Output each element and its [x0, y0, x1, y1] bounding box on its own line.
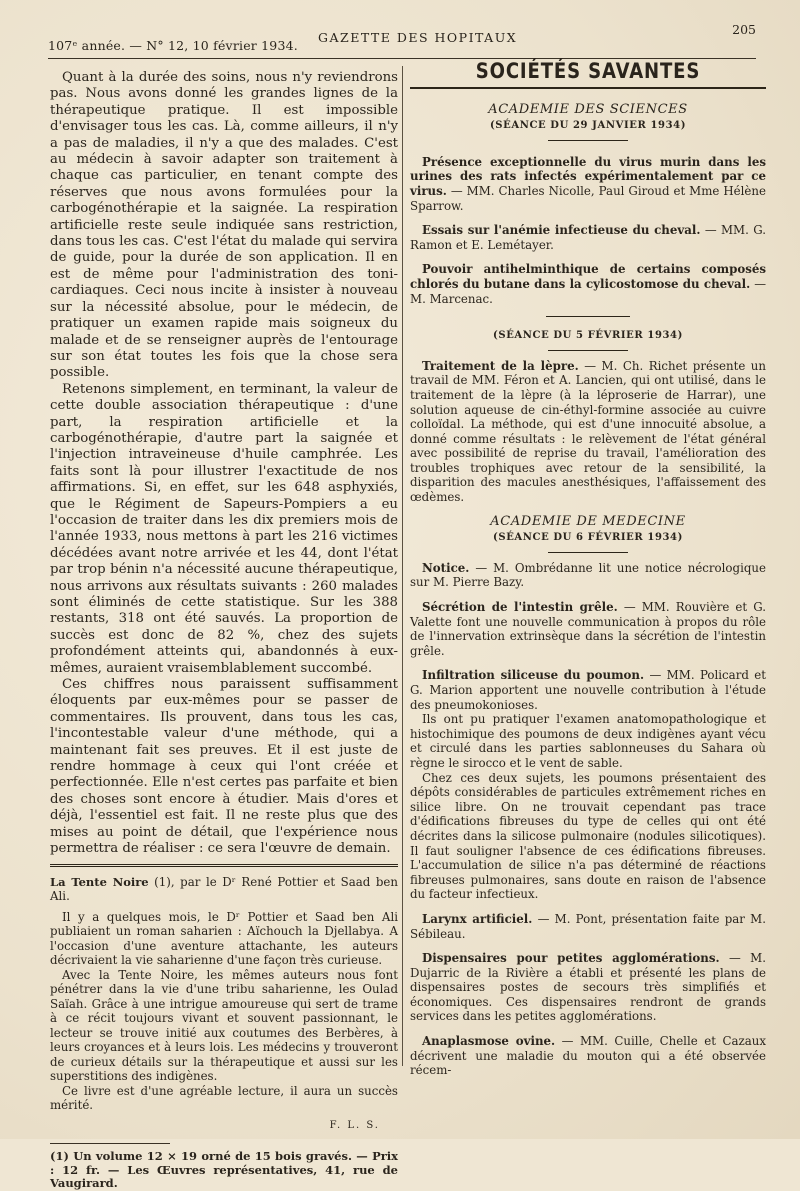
short-rule — [548, 350, 628, 351]
book-review — [50, 875, 398, 1134]
entry-title: Larynx artificiel. — [422, 911, 533, 926]
entry-title: Anaplasmose ovine. — [422, 1034, 556, 1049]
entry-authors: — MM. G. Ramon et E. Lemétayer. — [410, 223, 766, 252]
left-column — [50, 70, 398, 1191]
entry-text: — MM. Policard et G. Marion apportent une nouvelle contribution à l'étude des pneumokonioses. — [410, 668, 766, 712]
review-paragraph: Ce livre est d'une agréable lecture, il aura un succès mérité. — [50, 1083, 398, 1112]
footnote: (1) Un volume 12 × 19 orné de 15 bois gravés. — Prix : 12 fr. — Les Œuvres représentatives, 41, rue de Vaugirard. — [50, 1149, 398, 1190]
academy-sciences-heading: ACADEMIE DES SCIENCES — [488, 101, 688, 117]
entry-authors: — M. Marcenac. — [410, 276, 766, 306]
entry-paragraph: Ils ont pu pratiquer l'examen anatomopathologique et histochimique des poumons de deux indigènes ayant vécu et circulé dans les parties sablonneuses du Sahara où règne le sirocco et le vent de sable. — [410, 712, 766, 770]
entry-title: Essais sur l'anémie infectieuse du cheval. — [422, 223, 701, 238]
session-rule — [546, 316, 630, 317]
entry-title: Infiltration siliceuse du poumon. — [422, 668, 645, 683]
page-header — [48, 22, 756, 52]
session-entry — [410, 600, 766, 658]
session-date: (SÉANCE DU 29 JANVIER 1934) — [489, 120, 687, 132]
session-entry — [410, 262, 766, 306]
title-rule — [410, 87, 766, 89]
entry-text: — M. Ch. Richet présente un travail de MM. Féron et A. Lancien, qui ont utilisé, dans le traitement de la lèpre (à la léproserie de Harrar), une solution aqueuse de cin-éthyl-formine associée au cuivre colloïdal. La méthode, qui est d'une innocuité absolue, a donné comme résultats : le relèvement de l'état général avec possibilité de reprise du travail, l'amélioration des troubles trophiques avec retour de la sensibilité, la disparition des macules anesthésiques, l'affaissement des œdèmes. — [410, 358, 766, 505]
section-title: SOCIÉTÉS SAVANTES — [475, 59, 701, 83]
review-heading — [50, 875, 398, 904]
column-divider — [402, 66, 403, 1066]
entry-text: — M. Dujarric de la Rivière a établi et présenté les plans de dispensaires postes de secours très simplifiés et économiques. Ces dispensaires rendront de grands services dans les petites agglomérations. — [410, 951, 766, 1024]
session-entry — [410, 359, 766, 505]
session-entry — [410, 951, 766, 1024]
short-rule — [548, 140, 628, 141]
entry-authors: — MM. Charles Nicolle, Paul Giroud et Mme Hélène Sparrow. — [410, 183, 766, 213]
review-paragraph: Avec la Tente Noire, les mêmes auteurs nous font pénétrer dans la vie d'une tribu saharienne, les Oulad Saïah. Grâce à une intrigue amoureuse qui sert de trame à ce récit toujours vivant et souvent passionnant, le lecteur se trouve initié aux coutumes des Berbères, à leurs croyances et à leurs lois. Les médecins y trouveront de curieux détails sur la thérapeutique et aussi sur les superstitions des indigènes. — [50, 967, 398, 1083]
article-paragraph: Quant à la durée des soins, nous n'y reviendrons pas. Nous avons donné les grandes lignes de la thérapeutique pratique. Il est impossible d'envisager tous les cas. Là, comme ailleurs, il n'y a pas de maladies, il n'y a que des malades. C'est au médecin à savoir adapter son traitement à chaque cas particulier, en tenant compte des réserves que nous avons formulées pour la carbogénothérapie et la saignée. La respiration artificielle reste seule indiquée sans restriction, dans tous les cas. C'est l'état du malade qui servira de guide, pour la durée de son application. Il en est de même pour l'administration des toni-cardiaques. Ceci nous incite à insister à nouveau sur la nécessité absolue, pour le médecin, de pratiquer un examen rapide mais soigneux du malade et de se renseigner auprès de l'entourage sur son état toutes les fois que la chose sera possible. — [50, 70, 398, 381]
book-title: La Tente Noire — [50, 874, 149, 889]
issue-info: 107ᵉ année. — N° 12, 10 février 1934. — [48, 38, 298, 53]
entry-text: — MM. Cuille, Chelle et Cazaux décrivent une maladie du mouton qui a été observée récem- — [410, 1034, 767, 1078]
article-paragraph: Ces chiffres nous paraissent suffisamment éloquents par eux-mêmes pour se passer de commentaires. Ils prouvent, dans tous les cas, l'incontestable valeur d'une méthode, qui a maintenant fait ses preuves. Et il est juste de rendre hommage à ceux qui l'ont créée et perfectionnée. Elle n'est certes pas parfaite et bien des choses sont encore à étudier. Mais d'ores et déjà, l'essentiel est fait. Il ne reste plus que des mises au point de détail, que l'expérience nous permettra de réaliser : ce sera l'œuvre de demain. — [50, 677, 398, 857]
entry-title: Traitement de la lèpre. — [422, 358, 579, 373]
entry-paragraph: Chez ces deux sujets, les poumons présentaient des dépôts considérables de particules extrêmement riches en silice libre. On ne trouvait cependant pas trace d'édifications fibreuses du type de celles qui ont été décrites dans la silicose pulmonaire (nodules silicotiques). Il faut souligner l'absence de ces édifications fibreuses. L'accumulation de silice n'a pas déterminé de réactions fibreuses pulmonaires, sans doute en raison de l'absence du facteur infectieux. — [410, 770, 766, 902]
entry-title: Notice. — [422, 560, 470, 575]
review-signature: F. L. S. — [329, 1119, 380, 1131]
entry-text: — M. Ombrédanne lit une notice nécrologique sur M. Pierre Bazy. — [410, 560, 766, 590]
session-entry — [410, 223, 766, 252]
entry-title: Pouvoir antihelminthique de certains composés chlorés du butane dans la cylicostomose du cheval. — [410, 262, 766, 291]
article-paragraph: Retenons simplement, en terminant, la valeur de cette double association thérapeutique : d'une part, la respiration artificielle et la carbogénothérapie, d'autre part la saignée et l'injection intraveineuse d'huile camphrée. Les faits sont là pour illustrer l'exactitude de nos affirmations. Si, en effet, sur les 648 asphyxiés, que le Régiment de Sapeurs-Pompiers a eu l'occasion de traiter dans les dix premiers mois de l'année 1933, nous mettons à part les 216 victimes décédées avant notre arrivée et les 44, dont l'état par trop bénin n'a nécessité aucune thérapeutique, nous arrivons aux résultats suivants : 260 malades sont éliminés de cette statistique. Sur les 388 restants, 318 ont été sauvés. La proportion de succès est donc de 82 %, chez des sujets profondément atteints qui, abandonnés à eux-mêmes, auraient vraisemblablement succombé. — [50, 381, 398, 676]
page-number: 205 — [732, 22, 756, 37]
session-entry — [410, 912, 766, 941]
session-entry — [410, 561, 766, 590]
section-separator — [50, 864, 398, 867]
journal-title: GAZETTE DES HOPITAUX — [318, 30, 518, 45]
entry-text: — M. Pont, présentation faite par M. Sébileau. — [410, 911, 766, 941]
book-credits: (1), par le Dʳ René Pottier et Saad ben Ali. — [50, 874, 398, 903]
right-column — [410, 59, 767, 1078]
session-entry — [410, 155, 766, 213]
session-entry — [410, 1034, 766, 1078]
entry-title: Dispensaires pour petites agglomérations. — [422, 951, 720, 966]
short-rule — [548, 552, 628, 553]
session-date: (SÉANCE DU 5 FÉVRIER 1934) — [493, 330, 683, 342]
footnote-rule — [50, 1143, 170, 1144]
review-paragraph: Il y a quelques mois, le Dʳ Pottier et Saad ben Ali publiaient un roman saharien : Aïchouch la Djellabya. A l'occasion d'une aventure attachante, les auteurs décrivaient la vie saharienne d'une façon très curieuse. — [50, 909, 398, 967]
session-date: (SÉANCE DU 6 FÉVRIER 1934) — [493, 532, 683, 544]
entry-text: — MM. Rouvière et G. Valette font une nouvelle communication à propos du rôle de l'innervation extrinsèque dans la sécrétion de l'intestin grêle. — [410, 600, 766, 658]
entry-title: Sécrétion de l'intestin grêle. — [422, 600, 618, 615]
academy-medicine-heading: ACADEMIE DE MEDECINE — [490, 513, 686, 529]
entry-title: Présence exceptionnelle du virus murin dans les urines des rats infectés expérimentalement par ce virus. — [410, 154, 766, 198]
session-entry — [410, 668, 766, 712]
